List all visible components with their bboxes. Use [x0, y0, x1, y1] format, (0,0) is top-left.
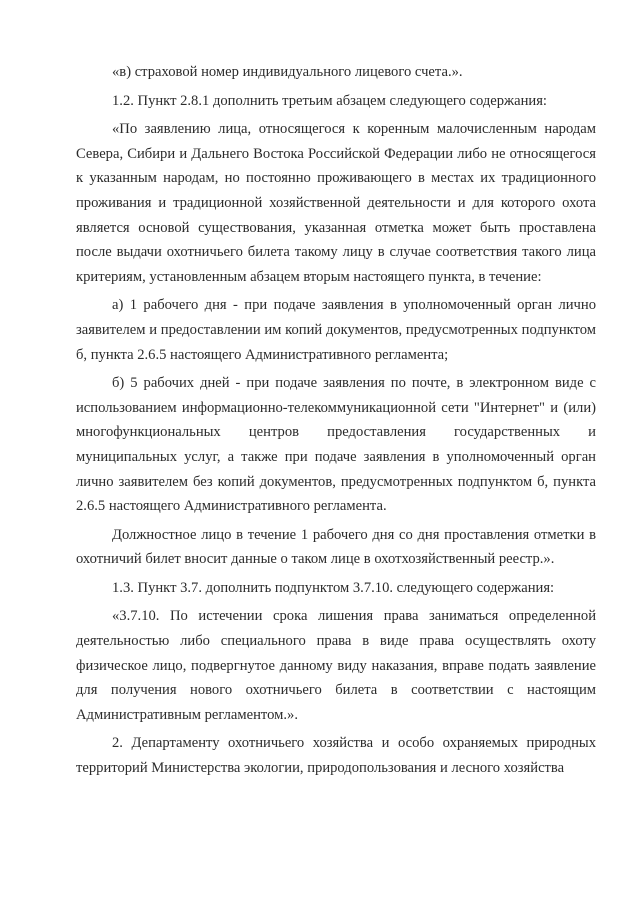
- paragraph-official-duty: Должностное лицо в течение 1 рабочего дня со дня проставления отметки в охотничий билет вносит данные о таком лице в охотхозяйственный реестр.».: [76, 526, 596, 568]
- document-body: [76, 60, 596, 781]
- paragraph-item-v: «в) страховой номер индивидуального лицевого счета.».: [112, 64, 463, 80]
- paragraph-clause-2: 2. Департаменту охотничьего хозяйства и особо охраняемых природных территорий Министерства экологии, природопользования и лесного хозяйства: [76, 735, 596, 777]
- paragraph-clause-1-3: 1.3. Пункт 3.7. дополнить подпунктом 3.7.10. следующего содержания:: [112, 579, 555, 596]
- paragraph-subitem-a: а) 1 рабочего дня - при подаче заявления в уполномоченный орган лично заявителем и предоставлении им копий документов, предусмотренных подпунктом б, пункта 2.6.5 настоящего Административного регламента;: [76, 297, 596, 363]
- paragraph-clause-1-2: 1.2. Пункт 2.8.1 дополнить третьим абзацем следующего содержания:: [112, 92, 547, 109]
- paragraph-indigenous-peoples: «По заявлению лица, относящегося к коренным малочисленным народам Севера, Сибири и Дальнего Востока Российской Федерации либо не относящегося к указанным народам, но постоянно проживающего в местах их традиционного проживания и традиционной хозяйственной деятельности и для которого охота является основой существования, указанная отметка может быть проставлена после выдачи охотничьего билета такому лицу в случае соответствия такого лица критериям, установленным абзацем вторым настоящего пункта, в течение:: [76, 121, 596, 285]
- paragraph-subclause-3-7-10: «3.7.10. По истечении срока лишения права заниматься определенной деятельностью либо специального права в виде права осуществлять охоту физическое лицо, подвергнутое данному виду наказания, вправе подать заявление для получения нового охотничьего билета в соответствии с настоящим Административным регламентом.».: [76, 608, 596, 723]
- paragraph-subitem-b: б) 5 рабочих дней - при подаче заявления по почте, в электронном виде с использованием информационно-телекоммуникационной сети "Интернет" и (или) многофункциональных центров предоставления государственных и муниципальных услуг, а также при подаче заявления в уполномоченный орган лично заявителем без копий документов, предусмотренных подпунктом б, пункта 2.6.5 настоящего Административного регламента.: [76, 375, 596, 515]
